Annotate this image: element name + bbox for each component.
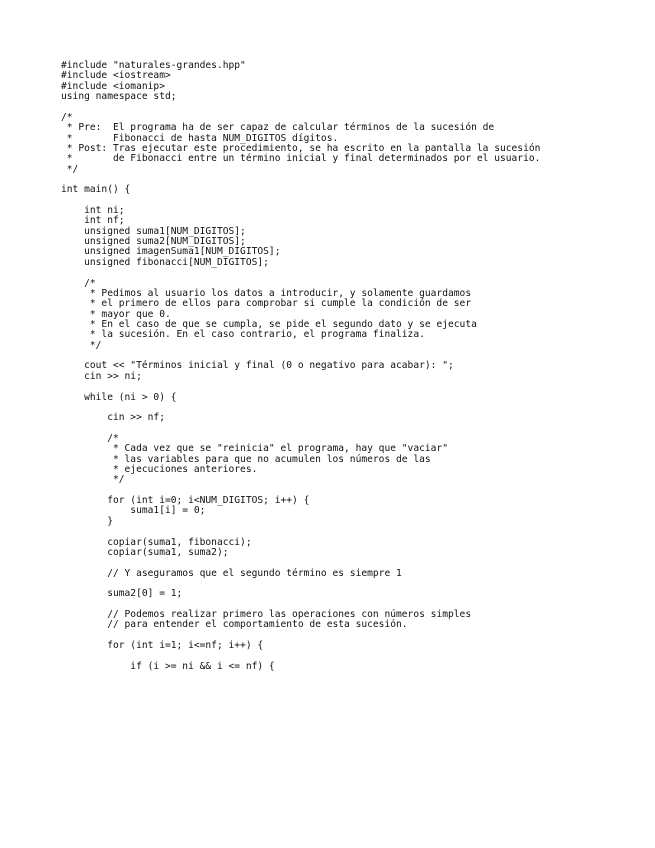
code-line: unsigned suma1[NUM_DIGITOS];: [61, 225, 246, 237]
code-line: cin >> nf;: [61, 412, 165, 424]
code-line: */: [61, 339, 102, 351]
source-code-listing: [61, 61, 641, 672]
code-line: * Fibonacci de hasta NUM_DIGITOS dígitos.: [61, 132, 339, 144]
code-line: #include <iostream>: [61, 70, 171, 82]
code-line: [61, 175, 641, 185]
code-line: unsigned suma2[NUM_DIGITOS];: [61, 236, 246, 248]
code-line: [61, 527, 641, 537]
code-line: int main() {: [61, 184, 131, 196]
code-line: * ejecuciones anteriores.: [61, 464, 258, 476]
code-line: [61, 424, 641, 434]
code-line: #include <iomanip>: [61, 80, 165, 92]
code-line: /*: [61, 277, 96, 289]
code-line: cin >> ni;: [61, 370, 142, 382]
code-line: #include "naturales-grandes.hpp": [61, 60, 246, 71]
code-line: * Post: Tras ejecutar este procedimiento, se ha escrito en la pantalla la sucesión: [61, 142, 541, 154]
code-line: * Pedimos al usuario los datos a introducir, y solamente guardamos: [61, 287, 472, 299]
code-line: copiar(suma1, fibonacci);: [61, 536, 252, 548]
code-line: [61, 196, 641, 206]
code-line: [61, 102, 641, 112]
code-line: * Pre: El programa ha de ser capaz de calcular términos de la sucesión de: [61, 122, 495, 134]
code-line: cout << "Términos inicial y final (0 o negativo para acabar): ";: [61, 360, 454, 372]
code-line: */: [61, 163, 79, 175]
code-line: // Podemos realizar primero las operaciones con números simples: [61, 609, 472, 621]
code-line: [61, 382, 641, 392]
code-line: /*: [61, 111, 73, 123]
code-line: */: [61, 474, 125, 486]
code-line: for (int i=1; i<=nf; i++) {: [61, 640, 264, 652]
code-line: // Y aseguramos que el segundo término es siempre 1: [61, 567, 402, 579]
code-line: * Cada vez que se "reinicia" el programa, hay que "vaciar": [61, 443, 448, 455]
code-line: /*: [61, 432, 119, 444]
code-line: for (int i=0; i<NUM_DIGITOS; i++) {: [61, 495, 310, 507]
code-line: suma1[i] = 0;: [61, 505, 206, 517]
code-line: suma2[0] = 1;: [61, 588, 183, 600]
code-line: // para entender el comportamiento de esta sucesión.: [61, 619, 408, 631]
code-line: copiar(suma1, suma2);: [61, 546, 229, 558]
code-line: int ni;: [61, 205, 125, 217]
code-line: }: [61, 515, 113, 527]
code-line: * de Fibonacci entre un término inicial y final determinados por el usuario.: [61, 153, 541, 165]
code-line: while (ni > 0) {: [61, 391, 177, 403]
code-line: * la sucesión. En el caso contrario, el programa finaliza.: [61, 329, 425, 341]
code-line: unsigned imagenSuma1[NUM_DIGITOS];: [61, 246, 281, 258]
code-line: * En el caso de que se cumpla, se pide el segundo dato y se ejecuta: [61, 318, 477, 330]
code-line: [61, 268, 641, 278]
code-line: int nf;: [61, 215, 125, 227]
code-line: using namespace std;: [61, 91, 177, 103]
code-line: * el primero de ellos para comprobar si cumple la condición de ser: [61, 298, 472, 310]
code-line: * mayor que 0.: [61, 308, 171, 320]
code-line: if (i >= ni && i <= nf) {: [61, 660, 275, 672]
code-line: unsigned fibonacci[NUM_DIGITOS];: [61, 256, 269, 268]
code-line: * las variables para que no acumulen los números de las: [61, 453, 431, 465]
